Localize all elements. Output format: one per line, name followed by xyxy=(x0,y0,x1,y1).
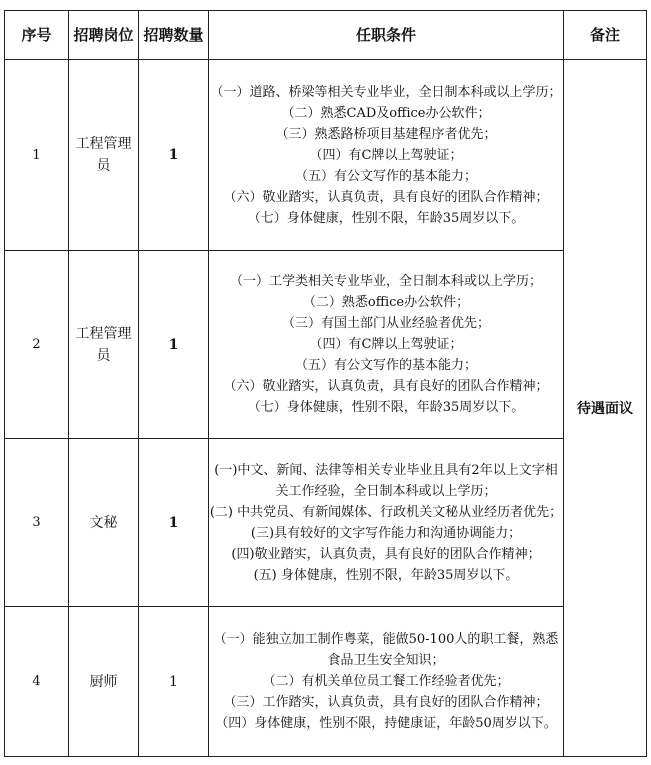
row-position: 工程管理员 xyxy=(69,60,139,251)
requirement-item: （五）有公文写作的基本能力； xyxy=(294,358,477,373)
requirement-item: （七）身体健康，性别不限，年龄35周岁以下。 xyxy=(247,400,525,415)
requirement-item: （七）身体健康，性别不限，年龄35周岁以下。 xyxy=(247,210,525,226)
requirement-item: (一)中文、新闻、法律等相关专业毕业且具有2年以上文字相关工作经验，全日制本科或以上学历； xyxy=(214,462,558,499)
remarks-cell: 待遇面议 xyxy=(564,60,647,757)
requirement-item: (二) 中共党员、有新闻媒体、行政机关文秘从业经历者优先； xyxy=(209,504,563,520)
row-count: 1 xyxy=(139,60,209,251)
row-position: 工程管理员 xyxy=(69,251,139,439)
row-count: 1 xyxy=(139,251,209,439)
header-row xyxy=(5,11,647,60)
header-count: 招聘数量 xyxy=(139,11,209,60)
row-position: 文秘 xyxy=(69,439,139,607)
row-requirements xyxy=(209,251,564,439)
row-index: 3 xyxy=(5,439,69,607)
recruitment-table xyxy=(4,10,647,757)
header-requirements: 任职条件 xyxy=(209,11,564,60)
header-index: 序号 xyxy=(5,11,69,60)
requirement-item: （一）工学类相关专业毕业，全日制本科或以上学历； xyxy=(229,274,542,289)
requirement-item: （二）熟悉CAD及office办公软件； xyxy=(281,105,491,121)
requirement-item: （二）有机关单位员工餐工作经验者优先； xyxy=(262,674,510,689)
row-requirements xyxy=(209,607,564,757)
row-position: 厨师 xyxy=(69,607,139,757)
row-index: 1 xyxy=(5,60,69,251)
row-requirements xyxy=(209,60,564,251)
requirement-item: (五) 身体健康，性别不限，年龄35周岁以下。 xyxy=(253,567,519,583)
requirement-item: （一）能独立加工制作粤菜，能做50-100人的职工餐，熟悉食品卫生安全知识； xyxy=(213,632,559,668)
requirement-item: （四）身体健康，性别不限，持健康证，年龄50周岁以下。 xyxy=(215,716,557,731)
requirement-item: （三）有国土部门从业经验者优先； xyxy=(281,316,490,331)
requirement-item: （六）敬业踏实，认真负责，具有良好的团队合作精神； xyxy=(223,189,549,205)
row-count: 1 xyxy=(139,439,209,607)
row-requirements xyxy=(209,439,564,607)
requirement-item: （四）有C牌以上驾驶证； xyxy=(309,147,463,163)
header-position: 招聘岗位 xyxy=(69,11,139,60)
row-count: 1 xyxy=(139,607,209,757)
table-row xyxy=(5,607,647,757)
header-remarks: 备注 xyxy=(564,11,647,60)
requirement-item: （五）有公文写作的基本能力； xyxy=(294,168,477,184)
requirement-item: （六）敬业踏实，认真负责，具有良好的团队合作精神； xyxy=(223,379,549,394)
requirement-item: （三）工作踏实，认真负责，具有良好的团队合作精神； xyxy=(223,695,549,710)
requirement-item: (四)敬业踏实，认真负责，具有良好的团队合作精神； xyxy=(231,546,541,562)
table-row xyxy=(5,60,647,251)
requirement-item: (三)具有较好的文字写作能力和沟通协调能力； xyxy=(250,525,522,541)
requirement-item: （一）道路、桥梁等相关专业毕业，全日制本科或以上学历； xyxy=(210,84,562,100)
requirement-item: （四）有C牌以上驾驶证； xyxy=(309,337,463,352)
requirement-item: （二）熟悉office办公软件； xyxy=(302,295,470,310)
requirement-item: （三）熟悉路桥项目基建程序者优先； xyxy=(275,126,497,142)
table-row xyxy=(5,251,647,439)
row-index: 2 xyxy=(5,251,69,439)
table-row xyxy=(5,439,647,607)
row-index: 4 xyxy=(5,607,69,757)
